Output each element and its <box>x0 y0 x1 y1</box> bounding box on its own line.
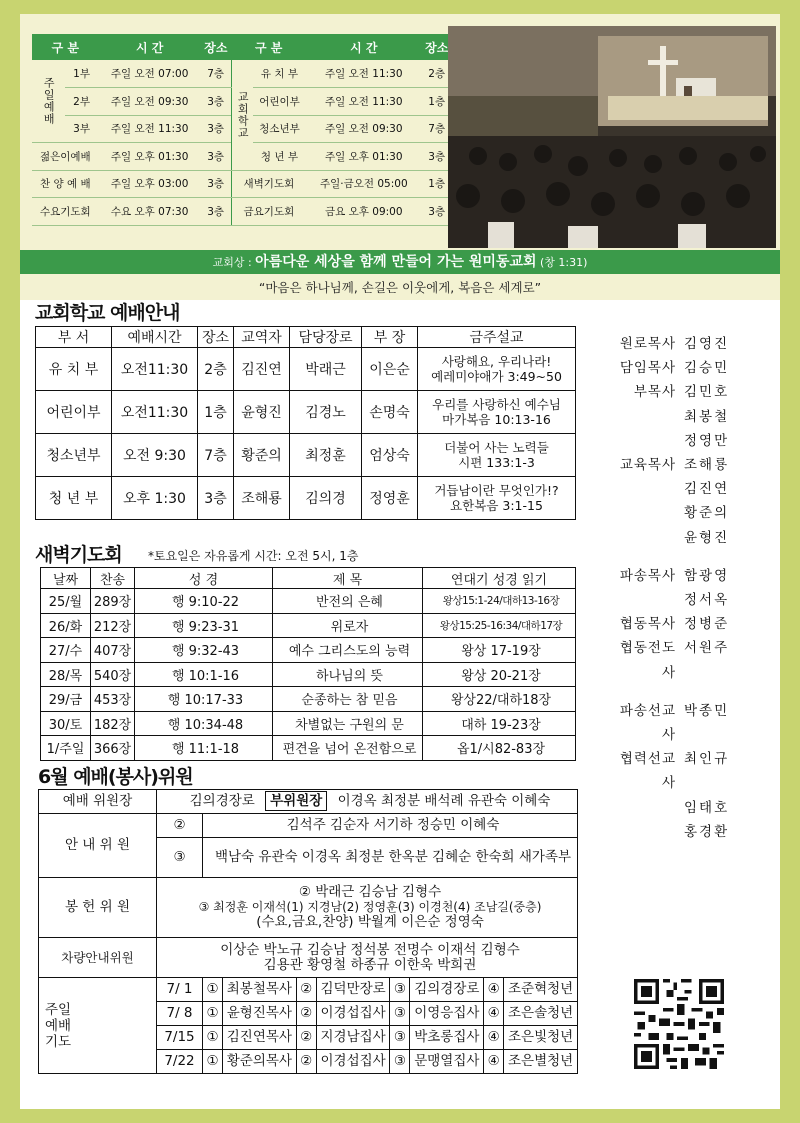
staff-role: 파송선교사 <box>619 702 676 744</box>
service-time: 주일 오전 11:30 <box>99 115 201 143</box>
prayer-num: ③ <box>390 978 410 1002</box>
staff-role: 원로목사 <box>619 336 676 352</box>
dept-sermon <box>418 477 576 520</box>
service-name: 1부 <box>65 60 99 88</box>
service-place: 1층 <box>421 88 452 116</box>
committee-table <box>38 789 578 1074</box>
staff-row <box>606 477 744 501</box>
dept-pastor: 윤형진 <box>234 391 290 434</box>
col-time: 예배시간 <box>112 327 198 348</box>
dawn-reading: 옵1/시82-83장 <box>423 736 576 761</box>
parking-label: 차량안내위원 <box>39 938 157 978</box>
church-motto-bar <box>20 250 780 274</box>
staff-name: 김영진 <box>684 336 730 352</box>
prayer-date: 7/ 8 <box>157 1002 203 1026</box>
dawn-bible: 행 10:34-48 <box>135 711 273 736</box>
offering-line: (수요,금요,찬양) 박월계 이은순 정영숙 <box>256 914 484 930</box>
staff-role: 담임목사 <box>619 360 676 377</box>
service-time: 주일 오전 09:30 <box>99 88 201 116</box>
service-name: 젊은이예배 <box>32 143 99 171</box>
dept-elder: 김경노 <box>290 391 362 434</box>
dawn-title: 하나님의 뜻 <box>273 662 423 687</box>
service-time: 주일 오전 11:30 <box>306 88 421 116</box>
staff-spacer <box>606 685 744 699</box>
service-name: 새벽기도회 <box>231 170 306 198</box>
service-time: 주일 오후 01:30 <box>306 143 421 171</box>
service-place: 2층 <box>421 60 452 88</box>
service-place: 3층 <box>421 143 452 171</box>
sermon-scripture: 요한복음 3:1-15 <box>450 498 543 513</box>
staff-row <box>606 332 744 356</box>
staff-role: 파송목사 <box>619 567 676 584</box>
dept-time: 오후 1:30 <box>112 477 198 520</box>
service-name: 청소년부 <box>253 115 306 143</box>
prayer-label: 주일예배기도 <box>44 1001 72 1050</box>
prayer-name: 조은솔청년 <box>504 1002 578 1026</box>
service-time: 수요 오후 07:30 <box>99 198 201 226</box>
dept-sermon <box>418 434 576 477</box>
service-place: 3층 <box>201 143 231 171</box>
dawn-bible: 행 10:17-33 <box>135 687 273 712</box>
staff-row <box>606 747 744 795</box>
staff-role: 교육목사 <box>619 457 676 474</box>
prayer-num: ④ <box>484 1002 504 1026</box>
col-pastor: 교역자 <box>234 327 290 348</box>
prayer-num: ① <box>203 978 223 1002</box>
dawn-hymn: 212장 <box>91 613 135 638</box>
col-sermon: 금주설교 <box>418 327 576 348</box>
prayer-num: ② <box>296 1002 316 1026</box>
sermon-title: 우리를 사랑하신 예수님 <box>432 397 561 412</box>
staff-name: 조해룡 <box>684 457 730 474</box>
parking-line: 김용관 황영철 하종규 이한욱 박희권 <box>263 956 477 973</box>
prayer-label-cell <box>39 978 157 1074</box>
vice-chair-names: 이경옥 최정분 배석례 유관숙 이혜숙 <box>337 793 551 809</box>
staff-row <box>606 453 744 477</box>
chair-label: 예배 위원장 <box>39 790 157 814</box>
staff-name: 황준의 <box>684 505 730 522</box>
dept-place: 2층 <box>198 348 234 391</box>
staff-role <box>606 588 684 612</box>
offering-line: ② 박래근 김승남 김형수 <box>298 884 442 900</box>
motto-prefix: 교회상 : <box>212 256 256 269</box>
dawn-hymn: 289장 <box>91 589 135 614</box>
prayer-num: ① <box>203 1026 223 1050</box>
header-time: 시 간 <box>99 34 201 60</box>
staff-role: 협동전도사 <box>619 640 676 681</box>
header-category: 구 분 <box>231 34 306 60</box>
prayer-name: 박초롱집사 <box>410 1026 484 1050</box>
prayer-num: ③ <box>390 1002 410 1026</box>
church-worship-photo <box>448 26 776 248</box>
service-name: 어린이부 <box>253 88 306 116</box>
service-name: 금요기도회 <box>231 198 306 226</box>
prayer-num: ③ <box>390 1050 410 1074</box>
church-slogan: “마음은 하나님께, 손길은 이웃에게, 복음은 세계로” <box>258 280 542 295</box>
prayer-num: ③ <box>390 1026 410 1050</box>
staff-name: 함광영 <box>684 567 730 584</box>
service-time: 주일 오후 01:30 <box>99 143 201 171</box>
staff-role <box>606 501 684 525</box>
staff-name: 정서옥 <box>684 592 730 609</box>
dept-head: 엄상숙 <box>362 434 418 477</box>
motto-text: 아름다운 세상을 함께 만들어 가는 원미동교회 <box>255 254 537 270</box>
vice-chair-label: 부위원장 <box>265 791 327 811</box>
staff-row <box>606 405 744 429</box>
dept-place: 3층 <box>198 477 234 520</box>
staff-role: 협동목사 <box>619 616 676 633</box>
dept-head: 손명숙 <box>362 391 418 434</box>
staff-row <box>606 796 744 820</box>
prayer-num: ④ <box>484 1050 504 1074</box>
staff-name: 홍경환 <box>684 823 730 840</box>
dawn-reading: 왕상15:25-16:34/대하17장 <box>423 613 576 638</box>
prayer-date: 7/15 <box>157 1026 203 1050</box>
qr-code-icon[interactable] <box>634 979 724 1069</box>
dept-pastor: 조해룡 <box>234 477 290 520</box>
dept-name: 유 치 부 <box>36 348 112 391</box>
guide-names: 백남숙 유관숙 이경옥 최정분 한옥분 김혜순 한숙희 새가족부 <box>203 838 578 878</box>
prayer-num: ④ <box>484 978 504 1002</box>
dept-sermon <box>418 391 576 434</box>
service-place: 3층 <box>201 115 231 143</box>
prayer-date: 7/22 <box>157 1050 203 1074</box>
prayer-num: ④ <box>484 1026 504 1050</box>
staff-row <box>606 526 744 550</box>
dawn-date: 26/화 <box>41 613 91 638</box>
staff-name: 박종민 <box>684 702 730 719</box>
staff-row <box>606 612 744 636</box>
dawn-section-title: 새벽기도회 <box>35 544 122 566</box>
dawn-title: 반전의 은혜 <box>273 589 423 614</box>
staff-row <box>606 356 744 380</box>
staff-role <box>606 796 684 820</box>
staff-name: 윤형진 <box>684 529 730 546</box>
col-elder: 담당장로 <box>290 327 362 348</box>
dawn-title: 편견을 넘어 온전함으로 <box>273 736 423 761</box>
service-time: 주일 오후 03:00 <box>99 170 201 198</box>
prayer-name: 조준혁청년 <box>504 978 578 1002</box>
dept-place: 7층 <box>198 434 234 477</box>
service-place: 3층 <box>201 88 231 116</box>
service-time: 주일 오전 11:30 <box>306 60 421 88</box>
dawn-date: 30/토 <box>41 711 91 736</box>
dept-elder: 박래근 <box>290 348 362 391</box>
dawn-note: *토요일은 자유롭게 시간: 오전 5시, 1층 <box>148 549 359 563</box>
staff-name: 서원주 <box>684 640 730 657</box>
dawn-bible: 행 10:1-16 <box>135 662 273 687</box>
prayer-name: 이영응집사 <box>410 1002 484 1026</box>
dept-sermon <box>418 348 576 391</box>
service-place: 3층 <box>421 198 452 226</box>
service-name: 찬 양 예 배 <box>32 170 99 198</box>
col-place: 장소 <box>198 327 234 348</box>
dept-head: 정영훈 <box>362 477 418 520</box>
staff-row <box>606 564 744 588</box>
staff-name: 임태호 <box>684 799 730 816</box>
col-date: 날짜 <box>41 568 91 589</box>
prayer-name: 이경섭집사 <box>316 1002 390 1026</box>
committee-section-title: 6월 예배(봉사)위원 <box>38 766 193 788</box>
group-church-school: 교회학교 <box>231 60 253 170</box>
col-head: 부 장 <box>362 327 418 348</box>
staff-role <box>606 405 684 429</box>
staff-role <box>606 477 684 501</box>
dawn-hymn: 182장 <box>91 711 135 736</box>
motto-reference: (창 1:31) <box>536 256 588 269</box>
staff-row <box>606 501 744 525</box>
prayer-name: 지경남집사 <box>316 1026 390 1050</box>
dawn-bible: 행 9:32-43 <box>135 638 273 663</box>
dawn-date: 28/목 <box>41 662 91 687</box>
service-schedule-band <box>20 14 780 300</box>
col-title: 제 목 <box>273 568 423 589</box>
dept-pastor: 황준의 <box>234 434 290 477</box>
prayer-num: ② <box>296 1026 316 1050</box>
prayer-name: 조은빛청년 <box>504 1026 578 1050</box>
dawn-reading: 대하 19-23장 <box>423 711 576 736</box>
staff-name: 최인규 <box>684 751 730 768</box>
prayer-num: ① <box>203 1002 223 1026</box>
staff-role <box>606 526 684 550</box>
sermon-scripture: 시편 133:1-3 <box>458 455 535 470</box>
dept-name: 청 년 부 <box>36 477 112 520</box>
header-category: 구 분 <box>32 34 99 60</box>
sermon-title: 사랑해요, 우리나라! <box>441 354 552 369</box>
header-place: 장소 <box>201 34 231 60</box>
col-dept: 부 서 <box>36 327 112 348</box>
col-reading: 연대기 성경 읽기 <box>423 568 576 589</box>
staff-name: 최봉철 <box>684 408 730 425</box>
offering-line: ③ 최정훈 이재석(1) 지경남(2) 정영훈(3) 이경천(4) 조남길(중층) <box>198 900 542 914</box>
sermon-scripture: 마가복음 10:13-16 <box>442 412 551 427</box>
staff-name: 김진연 <box>684 481 730 498</box>
dawn-bible: 행 11:1-18 <box>135 736 273 761</box>
group-sunday-service: 주일예배 <box>32 60 65 143</box>
dawn-title: 순종하는 참 믿음 <box>273 687 423 712</box>
staff-row <box>606 636 744 684</box>
prayer-date: 7/ 1 <box>157 978 203 1002</box>
sermon-title: 더불어 사는 노력들 <box>444 440 549 455</box>
staff-role: 부목사 <box>633 384 676 401</box>
service-name: 수요기도회 <box>32 198 99 226</box>
staff-role: 협력선교사 <box>619 751 676 792</box>
dawn-bible: 행 9:23-31 <box>135 613 273 638</box>
dawn-prayer-table <box>40 567 576 761</box>
parking-names <box>157 938 578 978</box>
service-name: 청 년 부 <box>253 143 306 171</box>
prayer-name: 이경섭집사 <box>316 1050 390 1074</box>
dawn-reading: 왕상22/대하18장 <box>423 687 576 712</box>
service-name: 3부 <box>65 115 99 143</box>
staff-row <box>606 380 744 404</box>
offering-label: 봉 헌 위 원 <box>39 878 157 938</box>
prayer-num: ① <box>203 1050 223 1074</box>
staff-role <box>606 820 684 844</box>
dawn-reading: 왕상 17-19장 <box>423 638 576 663</box>
dawn-title: 위로자 <box>273 613 423 638</box>
offering-names <box>157 878 578 938</box>
staff-row <box>606 820 744 844</box>
chair-row <box>157 790 578 814</box>
prayer-name: 김의경장로 <box>410 978 484 1002</box>
dept-elder: 최정훈 <box>290 434 362 477</box>
service-place: 7층 <box>421 115 452 143</box>
dept-time: 오전11:30 <box>112 391 198 434</box>
service-time: 주일 오전 07:00 <box>99 60 201 88</box>
staff-row <box>606 699 744 747</box>
staff-name: 정영만 <box>684 432 730 449</box>
service-place: 7층 <box>201 60 231 88</box>
dept-time: 오전 9:30 <box>112 434 198 477</box>
service-place: 3층 <box>201 198 231 226</box>
dept-head: 이은순 <box>362 348 418 391</box>
parking-line: 이상순 박노규 김승남 정석봉 전명수 이재석 김형수 <box>220 941 520 958</box>
prayer-name: 김덕만장로 <box>316 978 390 1002</box>
dawn-date: 29/금 <box>41 687 91 712</box>
prayer-name: 김진연목사 <box>223 1026 297 1050</box>
dawn-hymn: 540장 <box>91 662 135 687</box>
dawn-hymn: 407장 <box>91 638 135 663</box>
dawn-title: 차별없는 구원의 문 <box>273 711 423 736</box>
prayer-name: 황준의목사 <box>223 1050 297 1074</box>
staff-row <box>606 588 744 612</box>
service-time: 주일 오전 09:30 <box>306 115 421 143</box>
col-bible: 성 경 <box>135 568 273 589</box>
dawn-date: 25/월 <box>41 589 91 614</box>
staff-name: 김민호 <box>684 384 730 401</box>
col-hymn: 찬송 <box>91 568 135 589</box>
prayer-name: 윤형진목사 <box>223 1002 297 1026</box>
dawn-date: 1/주일 <box>41 736 91 761</box>
header-time: 시 간 <box>306 34 421 60</box>
dawn-date: 27/수 <box>41 638 91 663</box>
service-name: 2부 <box>65 88 99 116</box>
staff-row <box>606 429 744 453</box>
bulletin-page <box>20 14 780 1109</box>
dawn-title: 예수 그리스도의 능력 <box>273 638 423 663</box>
staff-spacer <box>606 550 744 564</box>
dept-place: 1층 <box>198 391 234 434</box>
church-school-table <box>35 326 576 520</box>
prayer-num: ② <box>296 1050 316 1074</box>
dawn-bible: 행 9:10-22 <box>135 589 273 614</box>
dawn-reading: 왕상15:1-24/대하13-16장 <box>423 589 576 614</box>
dawn-reading: 왕상 20-21장 <box>423 662 576 687</box>
chair-name: 김의경장로 <box>189 793 255 809</box>
service-schedule-table <box>32 34 452 226</box>
sermon-scripture: 예레미야애가 3:49~50 <box>431 369 562 384</box>
guide-num: ③ <box>157 838 203 878</box>
staff-list <box>606 332 744 844</box>
service-place: 3층 <box>201 170 231 198</box>
staff-name: 정병준 <box>684 616 730 633</box>
prayer-name: 조은별청년 <box>504 1050 578 1074</box>
guide-names: 김석주 김순자 서기하 정승민 이혜숙 <box>203 814 578 838</box>
header-place: 장소 <box>421 34 452 60</box>
staff-role <box>606 429 684 453</box>
sermon-title: 거듭남이란 무엇인가!? <box>434 483 559 498</box>
prayer-name: 문맹열집사 <box>410 1050 484 1074</box>
dept-pastor: 김진연 <box>234 348 290 391</box>
dawn-hymn: 453장 <box>91 687 135 712</box>
guide-label: 안 내 위 원 <box>39 814 157 878</box>
dept-elder: 김의경 <box>290 477 362 520</box>
dawn-hymn: 366장 <box>91 736 135 761</box>
service-time: 주일·금오전 05:00 <box>306 170 421 198</box>
dept-name: 어린이부 <box>36 391 112 434</box>
dept-time: 오전11:30 <box>112 348 198 391</box>
staff-name: 김승민 <box>684 360 730 377</box>
service-time: 금요 오후 09:00 <box>306 198 421 226</box>
service-name: 유 치 부 <box>253 60 306 88</box>
prayer-name: 최봉철목사 <box>223 978 297 1002</box>
guide-num: ② <box>157 814 203 838</box>
prayer-num: ② <box>296 978 316 1002</box>
service-place: 1층 <box>421 170 452 198</box>
edu-section-title: 교회학교 예배안내 <box>35 302 180 324</box>
dept-name: 청소년부 <box>36 434 112 477</box>
